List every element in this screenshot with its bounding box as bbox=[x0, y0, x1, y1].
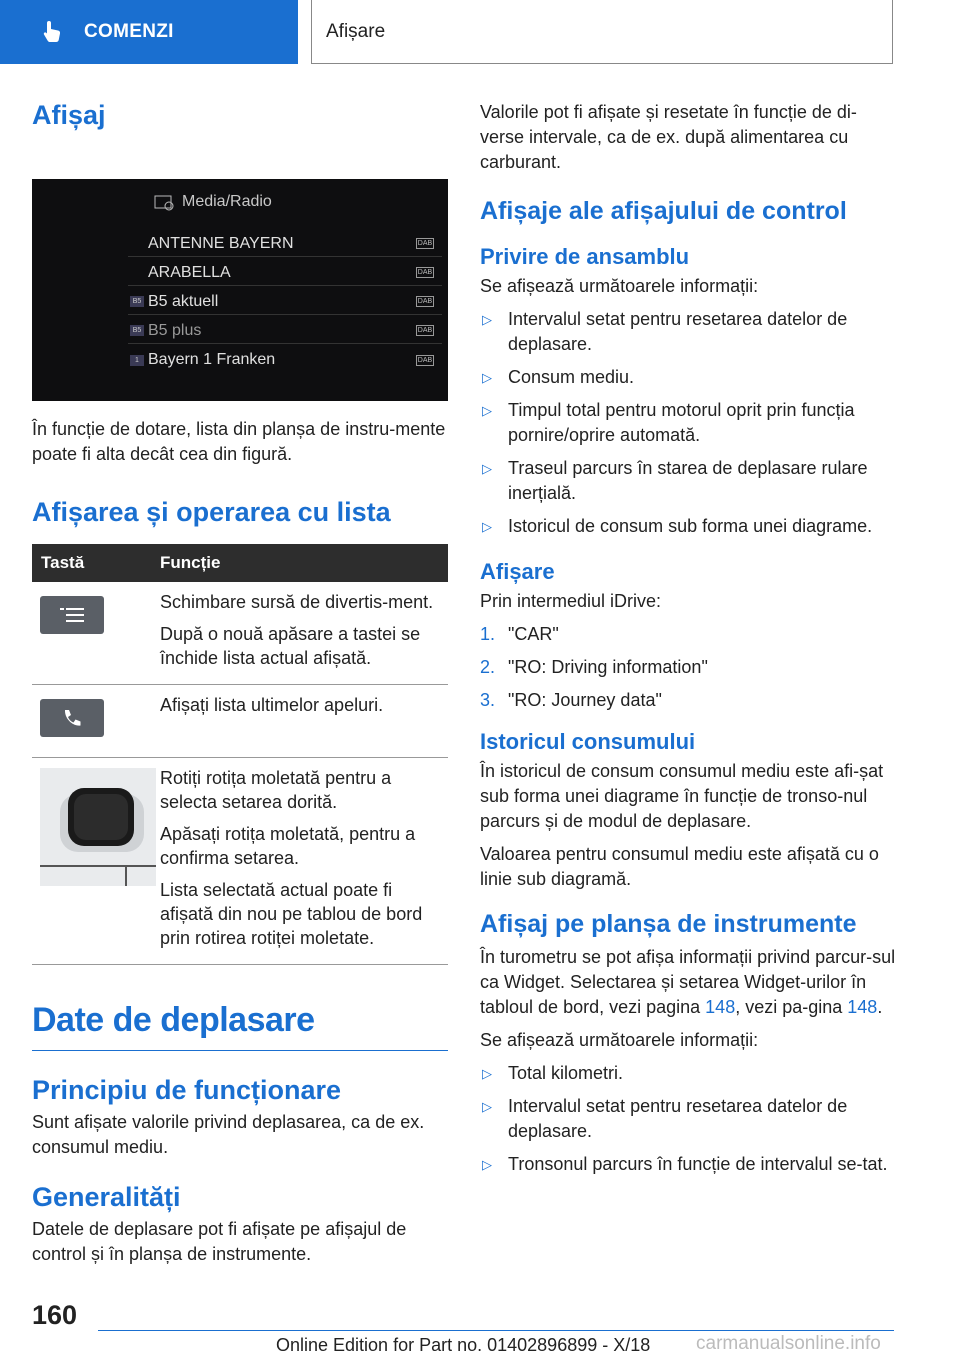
step-number: 3. bbox=[480, 690, 496, 710]
column-header-key: Tastă bbox=[41, 553, 85, 572]
table-row bbox=[32, 582, 448, 685]
heading-date-de-deplasare: Date de deplasare bbox=[32, 1001, 448, 1051]
function-text: Schimbare sursă de divertis-ment. bbox=[160, 592, 434, 612]
media-icon bbox=[154, 193, 176, 211]
paragraph-generalitati: Datele de deplasare pot fi afișate pe afișajul de control și în planșa de instrumente. bbox=[32, 1219, 407, 1264]
list-item: ▷ Intervalul setat pentru resetarea datelor de deplasare. bbox=[480, 307, 898, 357]
function-text: Afișați lista ultimelor apeluri. bbox=[160, 695, 384, 715]
heading-principiu: Principiu de funcționare bbox=[32, 1075, 342, 1105]
list-item: ▷ Istoricul de consum sub forma unei diagrame. bbox=[480, 514, 898, 539]
text-run: . bbox=[877, 997, 883, 1017]
column-header-function: Funcție bbox=[160, 553, 221, 572]
page-number: 160 bbox=[32, 1300, 78, 1330]
heading-istoric: Istoricul consumului bbox=[480, 729, 696, 754]
function-text: Rotiți rotița moletată pentru a selecta setarea dorită. bbox=[160, 768, 392, 812]
breadcrumb-label: Afișare bbox=[326, 20, 386, 42]
screen-row bbox=[128, 231, 442, 257]
page-link[interactable]: 148 bbox=[847, 997, 878, 1017]
screen-row bbox=[128, 260, 442, 286]
heading-privire: Privire de ansamblu bbox=[480, 244, 690, 269]
heading-afisarea-operarea: Afișarea și operarea cu lista bbox=[32, 497, 391, 527]
watermark: carmanualsonline.info bbox=[696, 1333, 881, 1354]
list-item: ▷ Timpul total pentru motorul oprit prin funcția pornire/oprire automată. bbox=[480, 398, 898, 448]
function-cell bbox=[160, 693, 448, 737]
edition-text: Online Edition for Part no. 01402896899 - X/18 bbox=[276, 1335, 651, 1355]
station-logo-icon: B5 bbox=[130, 325, 144, 336]
list-item: ▷ Total kilometri. bbox=[480, 1061, 898, 1086]
dab-badge: DAB bbox=[417, 240, 433, 247]
list-item: ▷ Traseul parcurs în starea de deplasare rulare inerțială. bbox=[480, 456, 898, 506]
step-text: "CAR" bbox=[508, 624, 559, 644]
breadcrumb bbox=[311, 0, 893, 64]
function-text: După o nouă apăsare a tastei se închide lista actual afișată. bbox=[160, 624, 421, 668]
screen-row-label: Bayern 1 Franken bbox=[148, 351, 276, 368]
paragraph-istoric-1: În istoricul de consum consumul mediu este afi-șat sub forma unei diagrame în funcție de tronso-nul parcurs și de modul de deplasare. bbox=[480, 761, 884, 831]
list-item: ▷ Consum mediu. bbox=[480, 365, 898, 390]
dab-badge: DAB bbox=[417, 269, 433, 276]
heading-plansa: Afișaj pe planșa de instrumente bbox=[480, 910, 857, 938]
station-logo-icon: 1 bbox=[130, 355, 144, 366]
function-cell bbox=[160, 590, 448, 678]
function-text: Lista selectată actual poate fi afișată din nou pe tablou de bord prin rotirea rotiței moletate. bbox=[160, 880, 423, 948]
key-cell bbox=[32, 590, 160, 678]
list-item: ▷ Tronsonul parcurs în funcție de intervalul se-tat. bbox=[480, 1152, 898, 1177]
heading-afisaj: Afișaj bbox=[32, 100, 106, 130]
key-function-table bbox=[32, 544, 448, 965]
paragraph-prin: Prin intermediul iDrive: bbox=[480, 591, 662, 611]
image-caption: În funcție de dotare, lista din planșa de instru-mente poate fi alta decât cea din figură. bbox=[32, 419, 446, 464]
dab-badge: DAB bbox=[417, 298, 433, 305]
station-logo-icon: B5 bbox=[130, 296, 144, 307]
dab-badge: DAB bbox=[417, 356, 433, 364]
header-tab-label: COMENZI bbox=[84, 21, 174, 42]
screen-row bbox=[128, 347, 442, 373]
dab-badge: DAB bbox=[417, 327, 433, 334]
paragraph-plansa bbox=[480, 945, 898, 1020]
paragraph-se-afiseaza-2: Se afișează următoarele informații: bbox=[480, 1030, 759, 1050]
list-button-icon bbox=[40, 596, 104, 634]
heading-generalitati: Generalități bbox=[32, 1182, 181, 1212]
key-cell bbox=[32, 693, 160, 737]
step-item bbox=[480, 622, 898, 647]
heading-afisaje-control: Afișaje ale afișajului de control bbox=[480, 197, 847, 225]
screen-row-label: ANTENNE BAYERN bbox=[148, 234, 294, 252]
screen-title: Media/Radio bbox=[182, 193, 272, 210]
step-number: 1. bbox=[480, 624, 496, 644]
phone-button-icon bbox=[40, 699, 104, 737]
paragraph-principiu: Sunt afișate valorile privind deplasarea, ca de ex. consumul mediu. bbox=[32, 1112, 425, 1157]
step-item bbox=[480, 688, 898, 713]
header-tab[interactable] bbox=[0, 0, 298, 64]
step-item bbox=[480, 655, 898, 680]
step-text: "RO: Journey data" bbox=[508, 690, 662, 710]
list-item: ▷ Intervalul setat pentru resetarea datelor de deplasare. bbox=[480, 1094, 898, 1144]
heading-afisare: Afișare bbox=[480, 559, 555, 584]
controller-knob-image bbox=[40, 768, 156, 886]
left-column bbox=[32, 100, 448, 1275]
screen-row-label: ARABELLA bbox=[148, 263, 231, 281]
steps-list bbox=[480, 622, 898, 713]
function-cell bbox=[160, 766, 448, 958]
hand-pointer-icon bbox=[42, 20, 64, 44]
table-row bbox=[32, 758, 448, 965]
text-run: În turometru se pot afișa informații privind parcur-sul ca Widget. Selectarea și setarea Widget-urilor în tabloul de bord, vezi pagina bbox=[480, 947, 896, 1017]
footer-rule bbox=[98, 1330, 894, 1331]
key-cell bbox=[32, 766, 160, 958]
screen-row-label: B5 plus bbox=[148, 321, 202, 339]
page-link[interactable]: 148 bbox=[705, 997, 736, 1017]
step-text: "RO: Driving information" bbox=[508, 657, 708, 677]
media-radio-screen-image bbox=[32, 179, 448, 401]
step-number: 2. bbox=[480, 657, 496, 677]
table-row bbox=[32, 685, 448, 758]
paragraph-intro: Valorile pot fi afișate și resetate în funcție de di-verse intervale, ca de ex. după alimentarea cu carburant. bbox=[480, 102, 857, 172]
info-list bbox=[480, 307, 898, 539]
function-text: Apăsați rotița moletată, pentru a confirma setarea. bbox=[160, 824, 416, 868]
screen-row bbox=[128, 289, 442, 315]
info-list-2 bbox=[480, 1061, 898, 1177]
paragraph-istoric-2: Valoarea pentru consumul mediu este afișată cu o linie sub diagramă. bbox=[480, 844, 879, 889]
screen-row-label: B5 aktuell bbox=[148, 292, 219, 310]
right-column bbox=[480, 100, 898, 1185]
text-run: , vezi pa-gina bbox=[735, 997, 848, 1017]
table-header bbox=[32, 544, 448, 582]
screen-row bbox=[128, 318, 442, 344]
paragraph-se-afiseaza: Se afișează următoarele informații: bbox=[480, 276, 759, 296]
